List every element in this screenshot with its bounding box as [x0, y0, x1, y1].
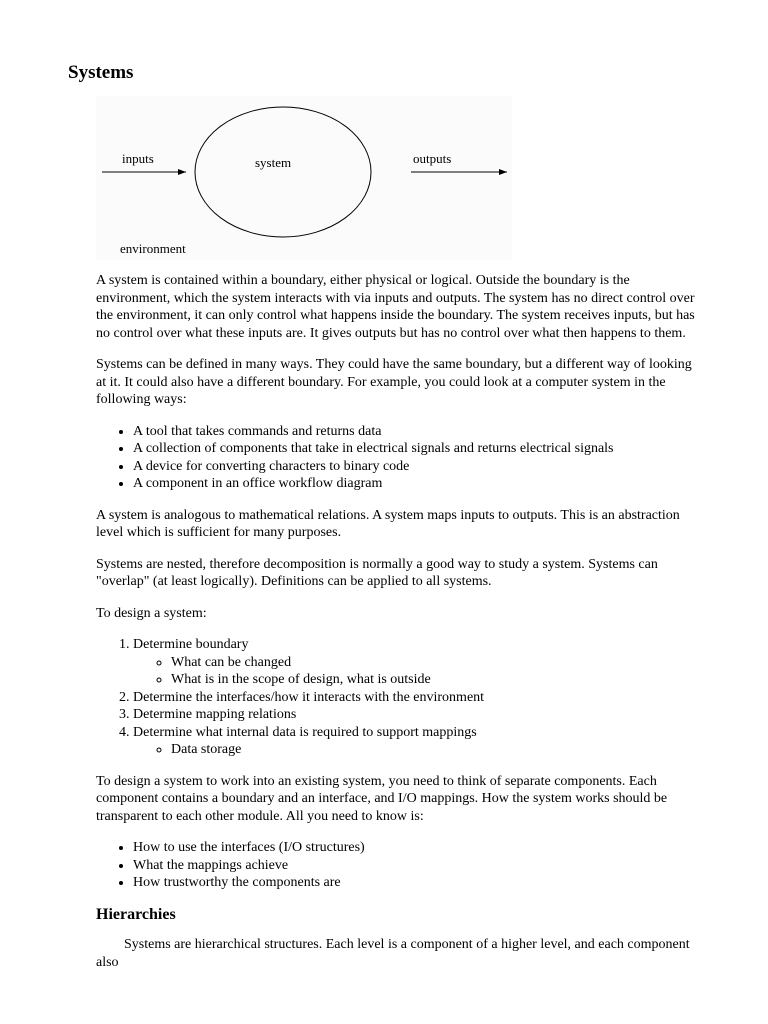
list-item: • A tool that takes commands and returns data — [133, 423, 700, 441]
paragraph: A system is contained within a boundary, either physical or logical. Outside the boundary is the environment, which the system interacts with via inputs and outputs. The system has no direct control over the environment, it can only control what happens inside the boundary. The system receives inputs, but has no control over what these inputs are. It gives outputs but has no control over what then happens to them. — [96, 273, 695, 341]
list-item: 2. Determine the interfaces/how it interacts with the environment — [133, 689, 700, 707]
sub-list — [133, 654, 700, 689]
list-item: • What the mappings achieve — [133, 857, 700, 875]
outputs-label: outputs — [413, 151, 452, 166]
list-item: • How to use the interfaces (I/O structures) — [133, 839, 700, 857]
list-item: 3. Determine mapping relations — [133, 706, 700, 724]
page-title: Systems — [68, 62, 134, 83]
design-steps-list — [96, 636, 700, 759]
list-item — [133, 724, 700, 759]
list-item-text: Determine boundary — [133, 637, 249, 652]
paragraph: Systems are nested, therefore decomposition is normally a good way to study a system. Systems can "overlap" (at least logically). Definitions can be applied to all systems. — [96, 556, 658, 589]
paragraph: To design a system to work into an existing system, you need to think of separate components. Each component contains a boundary and an interface, and I/O mappings. How the system works should be transparent to each other module. All you need to know is: — [96, 773, 668, 824]
sub-list — [133, 741, 700, 759]
paragraph: A system is analogous to mathematical relations. A system maps inputs to outputs. This is an abstraction level which is sufficient for many purposes. — [96, 507, 680, 540]
computer-views-list — [96, 423, 700, 493]
section-title-hierarchies: Hierarchies — [96, 905, 176, 923]
system-label: system — [255, 155, 292, 170]
need-to-know-list — [96, 839, 700, 892]
list-item: • A collection of components that take in electrical signals and returns electrical signals — [133, 440, 700, 458]
list-item-text: Determine what internal data is required to support mappings — [133, 724, 477, 740]
paragraph: Systems are hierarchical structures. Each level is a component of a higher level, and each component also — [96, 937, 690, 970]
paragraph: Systems can be defined in many ways. They could have the same boundary, but a different way of looking at it. It could also have a different boundary. For example, you could look at a computer system in the following ways: — [96, 357, 692, 407]
environment-label: environment — [120, 241, 186, 256]
list-item: • A device for converting characters to binary code — [133, 458, 700, 476]
system-diagram — [96, 96, 512, 260]
list-item: ◦ What can be changed — [171, 654, 700, 672]
list-item: ◦ What is in the scope of design, what is outside — [171, 671, 700, 689]
system-boundary — [195, 107, 371, 237]
list-item: • How trustworthy the components are — [133, 874, 700, 892]
article-body — [96, 272, 700, 985]
paragraph: To design a system: — [96, 605, 207, 621]
list-item — [133, 636, 700, 689]
system-diagram-svg — [96, 96, 512, 260]
list-item: ◦ Data storage — [171, 741, 700, 759]
list-item: • A component in an office workflow diagram — [133, 475, 700, 493]
inputs-label: inputs — [122, 151, 154, 166]
